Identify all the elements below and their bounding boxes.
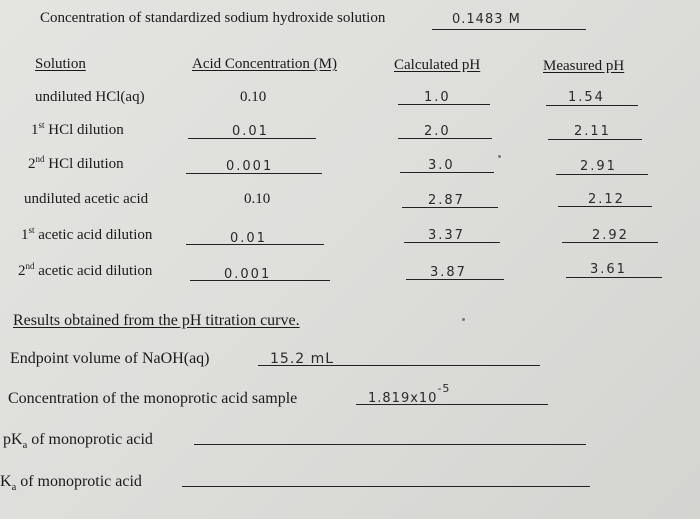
row-acid-concentration-line xyxy=(190,280,330,281)
paper-speck xyxy=(462,318,465,321)
row-measured-ph: 2.91 xyxy=(580,159,617,174)
row-calculated-ph-line xyxy=(400,172,494,173)
row-solution-label: 2nd acetic acid dilution xyxy=(18,261,153,279)
pka-label: $pK_a$ of monoprotic acid xyxy=(3,431,153,452)
title-label: Concentration of standardized sodium hydroxide solution xyxy=(40,10,386,26)
row-acid-concentration: 0.001 xyxy=(226,159,274,174)
ka-answer-line xyxy=(182,486,590,487)
row-measured-ph-line xyxy=(556,174,648,175)
row-solution-label: 1st acetic acid dilution xyxy=(21,225,153,243)
endpoint-value: 15.2 mL xyxy=(270,351,335,367)
row-calculated-ph-line xyxy=(406,279,504,280)
naoh-concentration-value: 0.1483 M xyxy=(452,12,521,27)
row-calculated-ph-line xyxy=(398,104,490,105)
row-solution-label: undiluted acetic acid xyxy=(24,191,149,207)
row-measured-ph: 1.54 xyxy=(568,90,605,105)
row-measured-ph-line xyxy=(546,105,638,106)
concentration-answer-line xyxy=(356,404,548,405)
row-measured-ph-line xyxy=(562,242,658,243)
row-calculated-ph: 2.0 xyxy=(424,124,451,139)
row-measured-ph-line xyxy=(558,206,652,207)
ka-label: $K_a$ of monoprotic acid xyxy=(0,473,142,494)
row-calculated-ph: 3.87 xyxy=(430,265,467,280)
row-calculated-ph: 3.37 xyxy=(428,228,465,243)
title-answer-line xyxy=(432,29,586,30)
row-measured-ph-line xyxy=(566,277,662,278)
header-acid-concentration: Acid Concentration (M) xyxy=(192,56,337,72)
row-measured-ph: 2.92 xyxy=(592,228,629,243)
row-calculated-ph-line xyxy=(404,242,500,243)
pka-answer-line xyxy=(194,444,586,445)
row-solution-label: 2nd HCl dilution xyxy=(28,154,124,172)
row-solution-label: undiluted HCl(aq) xyxy=(35,89,145,105)
concentration-label: Concentration of the monoprotic acid sample xyxy=(8,390,298,407)
row-measured-ph: 3.61 xyxy=(590,262,627,277)
endpoint-answer-line xyxy=(258,365,540,366)
row-calculated-ph-line xyxy=(402,207,498,208)
paper-speck xyxy=(498,155,501,158)
row-measured-ph: 2.11 xyxy=(574,124,611,139)
row-calculated-ph: 2.87 xyxy=(428,193,465,208)
row-measured-ph: 2.12 xyxy=(588,192,625,207)
results-heading: Results obtained from the pH titration curve. xyxy=(13,312,300,329)
row-calculated-ph-line xyxy=(398,138,492,139)
row-acid-concentration-line xyxy=(188,138,316,139)
row-calculated-ph: 3.0 xyxy=(428,158,455,173)
header-solution: Solution xyxy=(35,56,86,72)
row-acid-concentration: 0.10 xyxy=(244,191,271,207)
endpoint-label: Endpoint volume of NaOH(aq) xyxy=(10,350,210,367)
row-calculated-ph: 1.0 xyxy=(424,90,451,105)
header-calculated-ph: Calculated pH xyxy=(394,57,481,73)
concentration-value: $1.819x10^{-5}$ xyxy=(368,382,451,406)
header-measured-ph: Measured pH xyxy=(543,58,625,74)
row-acid-concentration: 0.01 xyxy=(230,231,267,246)
row-acid-concentration: 0.01 xyxy=(232,124,269,139)
row-acid-concentration: 0.001 xyxy=(224,267,272,282)
row-measured-ph-line xyxy=(548,139,642,140)
row-acid-concentration-line xyxy=(186,173,322,174)
row-acid-concentration: 0.10 xyxy=(240,89,267,105)
row-acid-concentration-line xyxy=(186,244,324,245)
row-solution-label: 1st HCl dilution xyxy=(31,120,124,138)
